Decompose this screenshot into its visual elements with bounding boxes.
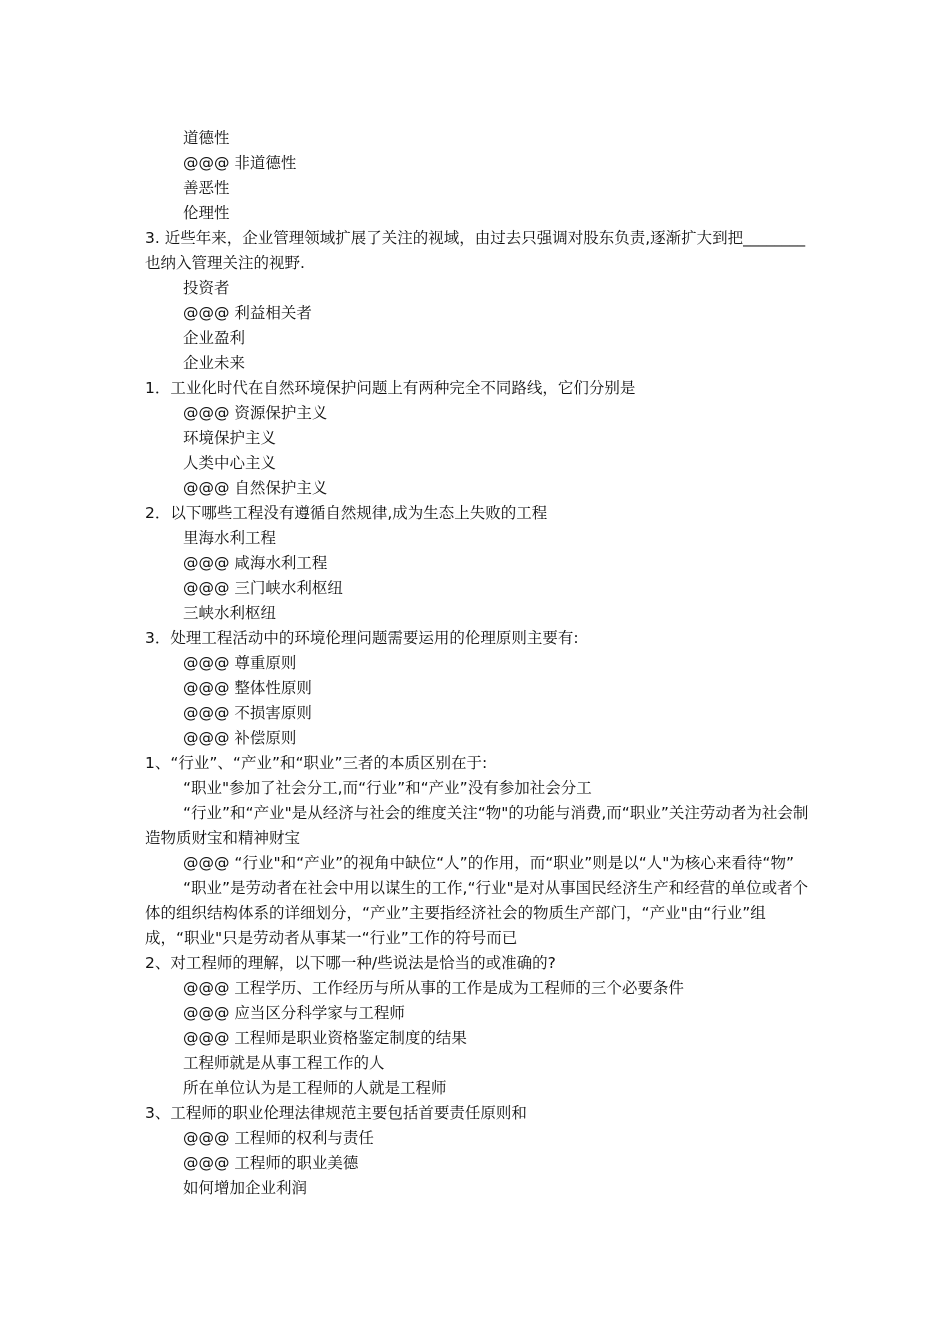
answer-option: 伦理性 — [183, 204, 230, 222]
answer-option: “职业"参加了社会分工,而“行业”和“产业”没有参加社会分工 — [183, 779, 592, 797]
answer-option: @@@ 非道德性 — [183, 154, 297, 172]
answer-option: 企业盈利 — [183, 329, 246, 347]
answer-option: @@@ 应当区分科学家与工程师 — [183, 1004, 405, 1022]
answer-option: 工程师就是从事工程工作的人 — [183, 1054, 385, 1072]
question-text: 3、工程师的职业伦理法律规范主要包括首要责任原则和 — [145, 1104, 527, 1122]
answer-option: 投资者 — [183, 279, 230, 297]
answer-option: “行业”和“产业"是从经济与社会的维度关注“物"的功能与消费,而“职业”关注劳动者为社会制造物质财宝和精神财宝 — [145, 804, 809, 847]
answer-option: 如何增加企业利润 — [183, 1179, 308, 1197]
answer-option: 里海水利工程 — [183, 529, 277, 547]
answer-option: 企业未来 — [183, 354, 246, 372]
question-text: 3．处理工程活动中的环境伦理问题需要运用的伦理原则主要有: — [145, 629, 579, 647]
answer-option: @@@ 咸海水利工程 — [183, 554, 328, 572]
answer-option: @@@ 工程师的职业美德 — [183, 1154, 359, 1172]
question-text: 1．工业化时代在自然环境保护问题上有两种完全不同路线，它们分别是 — [145, 379, 636, 397]
answer-option: 环境保护主义 — [183, 429, 277, 447]
answer-option: @@@ 工程师是职业资格鉴定制度的结果 — [183, 1029, 467, 1047]
answer-option: @@@ 三门峡水利枢纽 — [183, 579, 343, 597]
answer-option: @@@ 补偿原则 — [183, 729, 297, 747]
answer-option: @@@ 工程师的权利与责任 — [183, 1129, 374, 1147]
answer-option: 三峡水利枢纽 — [183, 604, 277, 622]
question-list — [145, 126, 810, 1201]
question-text: 2、对工程师的理解，以下哪一种/些说法是恰当的或准确的? — [145, 954, 556, 972]
answer-option: “职业”是劳动者在社会中用以谋生的工作,“行业"是对从事国民经济生产和经营的单位或者个体的组织结构体系的详细划分，“产业”主要指经济社会的物质生产部门，“产业"由“行业”组成，“职业"只是劳动者从事某一“行业”工作的符号而已 — [145, 879, 809, 947]
answer-option: 道德性 — [183, 129, 230, 147]
answer-option: @@@ 不损害原则 — [183, 704, 312, 722]
question-text: 1、“行业”、“产业”和“职业”三者的本质区别在于: — [145, 754, 488, 772]
answer-option: 善恶性 — [183, 179, 230, 197]
answer-option: 所在单位认为是工程师的人就是工程师 — [183, 1079, 447, 1097]
answer-option: @@@ 尊重原则 — [183, 654, 297, 672]
answer-option: @@@ 利益相关者 — [183, 304, 312, 322]
question-text: 3. 近些年来，企业管理领域扩展了关注的视域，由过去只强调对股东负责,逐渐扩大到把________也纳入管理关注的视野. — [145, 229, 806, 272]
answer-option: @@@ 整体性原则 — [183, 679, 312, 697]
answer-option: @@@ 资源保护主义 — [183, 404, 328, 422]
answer-option: @@@ 自然保护主义 — [183, 479, 328, 497]
answer-option: @@@ “行业"和“产业”的视角中缺位“人”的作用，而“职业”则是以“人"为核心来看待“物” — [183, 854, 794, 872]
answer-option: @@@ 工程学历、工作经历与所从事的工作是成为工程师的三个必要条件 — [183, 979, 684, 997]
question-text: 2．以下哪些工程没有遵循自然规律,成为生态上失败的工程 — [145, 504, 548, 522]
answer-option: 人类中心主义 — [183, 454, 277, 472]
